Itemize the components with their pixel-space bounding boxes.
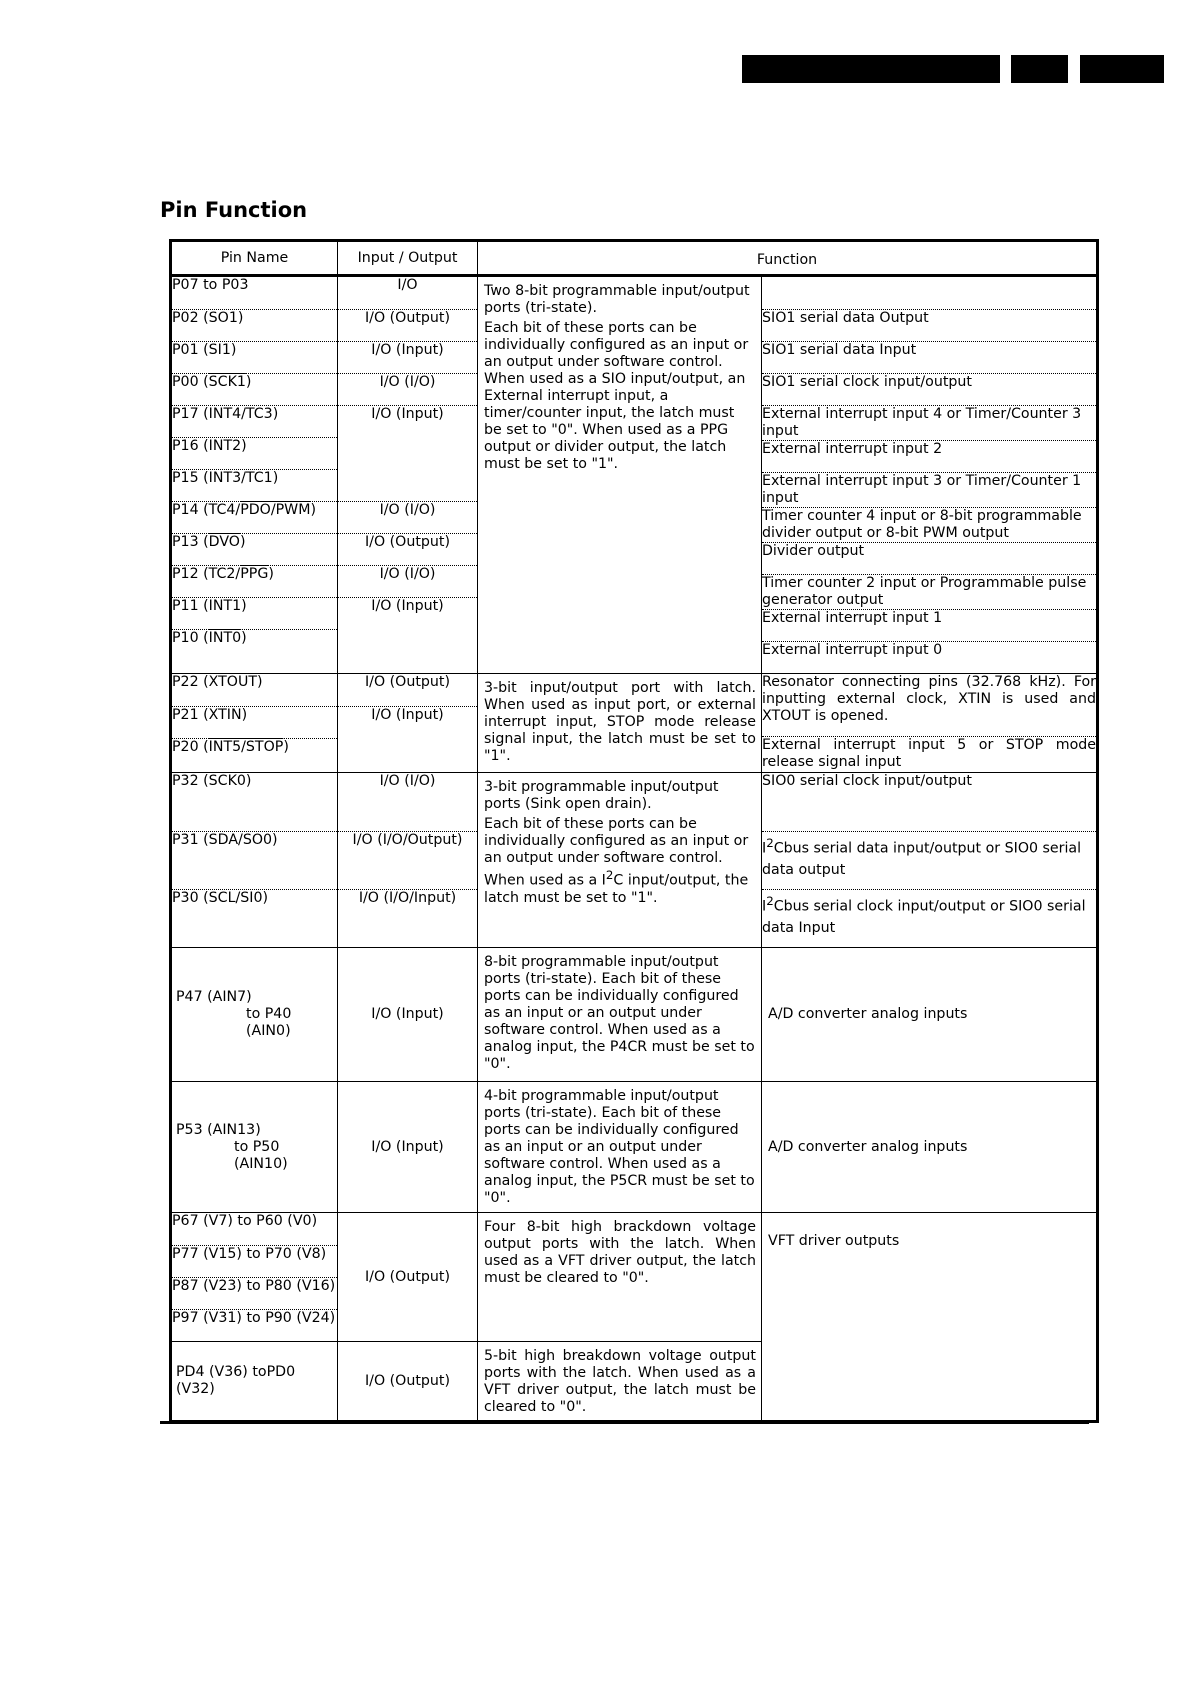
pin-name: P53 (AIN13) (176, 1121, 261, 1138)
pin-name: PD4 (V36) toPD0 (V32) (171, 1342, 338, 1422)
pin-name-cell (171, 674, 338, 773)
pin-name (172, 533, 337, 565)
function-text: External interrupt input 0 (762, 641, 943, 658)
pin-name-overlined: $\overline{PPG}$ (240, 565, 269, 582)
pin-name-prefix: P14 (TC4/ (172, 501, 241, 518)
pin-name-overlined: PDO/PWM (240, 501, 311, 518)
pin-name-cell (171, 773, 338, 948)
pin-name-prefix: P13 ( (172, 533, 209, 550)
pin-name-prefix: P00 ( (172, 373, 209, 390)
pin-name: to P50 (AIN10) (234, 1138, 288, 1172)
pin-name-prefix: P12 (TC2/ (172, 565, 241, 582)
pin-name: P11 (INT1) (172, 597, 337, 629)
io-value: I/O (Input) (338, 341, 477, 373)
pin-name-suffix: ) (245, 773, 252, 789)
pin-name: to P40 (AIN0) (246, 1006, 292, 1039)
desc-paragraph: Each bit of these ports can be individually configured as an input or an output under software control. When used as a SIO input/output, an External interrupt input, a timer/counter input, the latch must be set to "0". When used as a PPG output or divider output, the latch must be set to "1". (484, 320, 749, 472)
desc-paragraph: 3-bit programmable input/output ports (Sink open drain). (484, 779, 719, 812)
pin-name-cell (171, 276, 338, 674)
port-description (478, 773, 762, 948)
group-p3 (171, 773, 1098, 948)
pin-name-cell (171, 948, 338, 1082)
function-text: SIO1 serial clock input/output (762, 373, 1096, 405)
group-p5 (171, 1082, 1098, 1213)
function-text: External interrupt input 2 (762, 440, 1096, 472)
pin-name: P01 (SI1) (172, 341, 337, 373)
io-value: I/O (I/O) (338, 501, 477, 533)
function-text: A/D converter analog inputs (762, 1082, 1098, 1213)
function-text (762, 889, 1096, 947)
pin-name (172, 373, 337, 405)
desc-text: C input/output, the latch must be set to "1". (484, 872, 749, 906)
pin-name: P07 to P03 (172, 277, 337, 309)
port-description: 5-bit high breakdown voltage output ports with the latch. When used as a VFT driver output, the latch must be cleared to "0". (478, 1342, 762, 1422)
io-cell (338, 773, 478, 948)
io-value: I/O (Input) (338, 1082, 478, 1213)
pin-name: P31 (SDA/SO0) (172, 831, 337, 889)
pin-name-prefix: P20 ( (172, 738, 209, 755)
pin-name (172, 629, 337, 661)
func-text: Cbus serial data input/output or SIO0 serial data output (762, 840, 1082, 879)
function-text: External interrupt input 3 or Timer/Counter 1 input (762, 472, 1096, 507)
group-p2 (171, 674, 1098, 773)
pin-name: P97 (V31) to P90 (V24) (172, 1309, 336, 1326)
port-description: 8-bit programmable input/output ports (tri-state). Each bit of these ports can be individually configured as an input or an output under software control. When used as a analog input, the P4CR must be set to "0". (478, 948, 762, 1082)
pin-function-table (169, 239, 1099, 1423)
col-header-function: Function (478, 241, 1098, 276)
pin-name-prefix: P32 ( (172, 773, 209, 789)
io-value: I/O (Input) (371, 706, 444, 723)
function-text (762, 277, 1096, 309)
function-text: Divider output (762, 542, 1096, 574)
pin-name-prefix: P10 ( (172, 629, 209, 646)
pin-name: P30 (SCL/SI0) (172, 889, 269, 906)
pin-name: P87 (V23) to P80 (V16) (172, 1277, 337, 1309)
pin-name-suffix: ) (268, 565, 274, 582)
function-text: External interrupt input 1 (762, 609, 1096, 641)
pin-name-overlined: SCK1 (208, 373, 246, 390)
func-prefix: I (762, 840, 767, 857)
group-p4 (171, 948, 1098, 1082)
io-value: I/O (Output) (338, 1342, 478, 1422)
pin-name: P67 (V7) to P60 (V0) (172, 1213, 337, 1245)
io-value: I/O (Output) (338, 674, 477, 706)
io-value: I/O (I/O) (338, 373, 477, 405)
desc-paragraph: Two 8-bit programmable input/output ports (tri-state). (484, 283, 750, 316)
pin-name (172, 565, 337, 597)
function-cell (762, 276, 1098, 674)
port-description (478, 674, 762, 773)
pin-name-suffix: ) (310, 501, 317, 518)
pin-name-overlined: INT0 (208, 629, 242, 646)
io-cell (338, 276, 478, 674)
desc-paragraph: 3-bit input/output port with latch. When used as input port, or external interrupt input, STOP mode release signal input, the latch must be set to "1". (484, 680, 756, 764)
io-value: I/O (I/O/Output) (338, 831, 477, 889)
pin-name: P17 (INT4/TC3) (172, 405, 337, 437)
col-header-io: Input / Output (338, 241, 478, 276)
port-description: 4-bit programmable input/output ports (tri-state). Each bit of these ports can be individually configured as an input or an output under software control. When used as a analog input, the P5CR must be set to "0". (478, 1082, 762, 1213)
io-value: I/O (Output) (338, 533, 477, 565)
io-value: I/O (Output) (338, 309, 477, 341)
function-text: External interrupt input 5 or STOP mode release signal input (762, 736, 1097, 770)
pin-name: P77 (V15) to P70 (V8) (172, 1245, 337, 1277)
function-text (762, 831, 1096, 889)
col-header-pin-name: Pin Name (171, 241, 338, 276)
function-text: Timer counter 4 input or 8-bit programmable divider output or 8-bit PWM output (762, 507, 1096, 542)
io-value: I/O (I/O/Input) (358, 889, 457, 906)
function-text: SIO1 serial data Input (762, 341, 1096, 373)
pin-name-overlined: $\overline{DVO}$ (208, 533, 240, 550)
pin-name: P02 (SO1) (172, 309, 337, 341)
io-value: I/O (Input) (338, 948, 478, 1082)
pin-name: P15 (INT3/TC1) (172, 469, 337, 501)
pin-name: P47 (AIN7) (176, 989, 252, 1005)
pin-name-cell (171, 1213, 338, 1342)
func-superscript: 2 (766, 893, 774, 908)
pin-name-suffix: ) (239, 533, 246, 550)
port-description (478, 276, 762, 674)
desc-paragraph (484, 816, 756, 907)
header-block-3 (1080, 55, 1164, 83)
io-value: I/O (Input) (371, 597, 444, 614)
pin-name-suffix: ) (241, 629, 247, 646)
group-p6-p9 (171, 1213, 1098, 1342)
page-title: Pin Function (160, 198, 308, 222)
pin-name (172, 501, 337, 533)
pin-name: P21 (XTIN) (172, 706, 337, 738)
func-text: Cbus serial clock input/output or SIO0 serial data Input (762, 898, 1086, 937)
group-p0-p1 (171, 276, 1098, 674)
function-text: External interrupt input 4 or Timer/Counter 3 input (762, 405, 1096, 440)
table-header-row (171, 241, 1098, 276)
io-value: I/O (I/O) (338, 565, 477, 597)
header-block-2 (1011, 55, 1068, 83)
function-text: SIO1 serial data Output (762, 309, 1096, 341)
io-value: I/O (Input) (338, 405, 477, 501)
port-description: Four 8-bit high brackdown voltage output ports with the latch. When used as a VFT driver output, the latch must be cleared to "0". (478, 1213, 762, 1342)
desc-superscript: 2 (605, 868, 614, 882)
pin-name-suffix: ) (245, 373, 252, 390)
function-cell (762, 773, 1098, 948)
function-text: Timer counter 2 input or Programmable pulse generator output (762, 574, 1096, 609)
pin-name (172, 738, 337, 770)
pin-name-cell (171, 1082, 338, 1213)
pin-name-overlined: SCK0 (208, 773, 246, 789)
io-value: I/O (338, 277, 477, 309)
func-superscript: 2 (766, 835, 774, 850)
desc-text: Each bit of these ports can be individually configured as an input or an output under software control. When used as a I (484, 816, 749, 889)
footer-rule (160, 1421, 1089, 1424)
pin-name-overlined: INT5/STOP (208, 738, 284, 755)
pin-name: P22 (XTOUT) (172, 674, 337, 706)
io-value: I/O (Output) (338, 1213, 478, 1342)
function-text: Resonator connecting pins (32.768 kHz). For inputting external clock, XTIN is used and XTOUT is opened. (762, 674, 1096, 736)
function-text: A/D converter analog inputs (762, 948, 1098, 1082)
func-prefix: I (762, 898, 767, 915)
function-cell (762, 674, 1098, 773)
header-block-1 (742, 55, 1000, 83)
function-text: VFT driver outputs (762, 1213, 1098, 1422)
pin-name-suffix: ) (283, 738, 289, 755)
io-cell (338, 674, 478, 773)
pin-name: P16 (INT2) (172, 437, 337, 469)
function-text: SIO0 serial clock input/output (762, 773, 1096, 831)
io-value: I/O (I/O) (338, 773, 477, 831)
pin-name (172, 773, 337, 831)
